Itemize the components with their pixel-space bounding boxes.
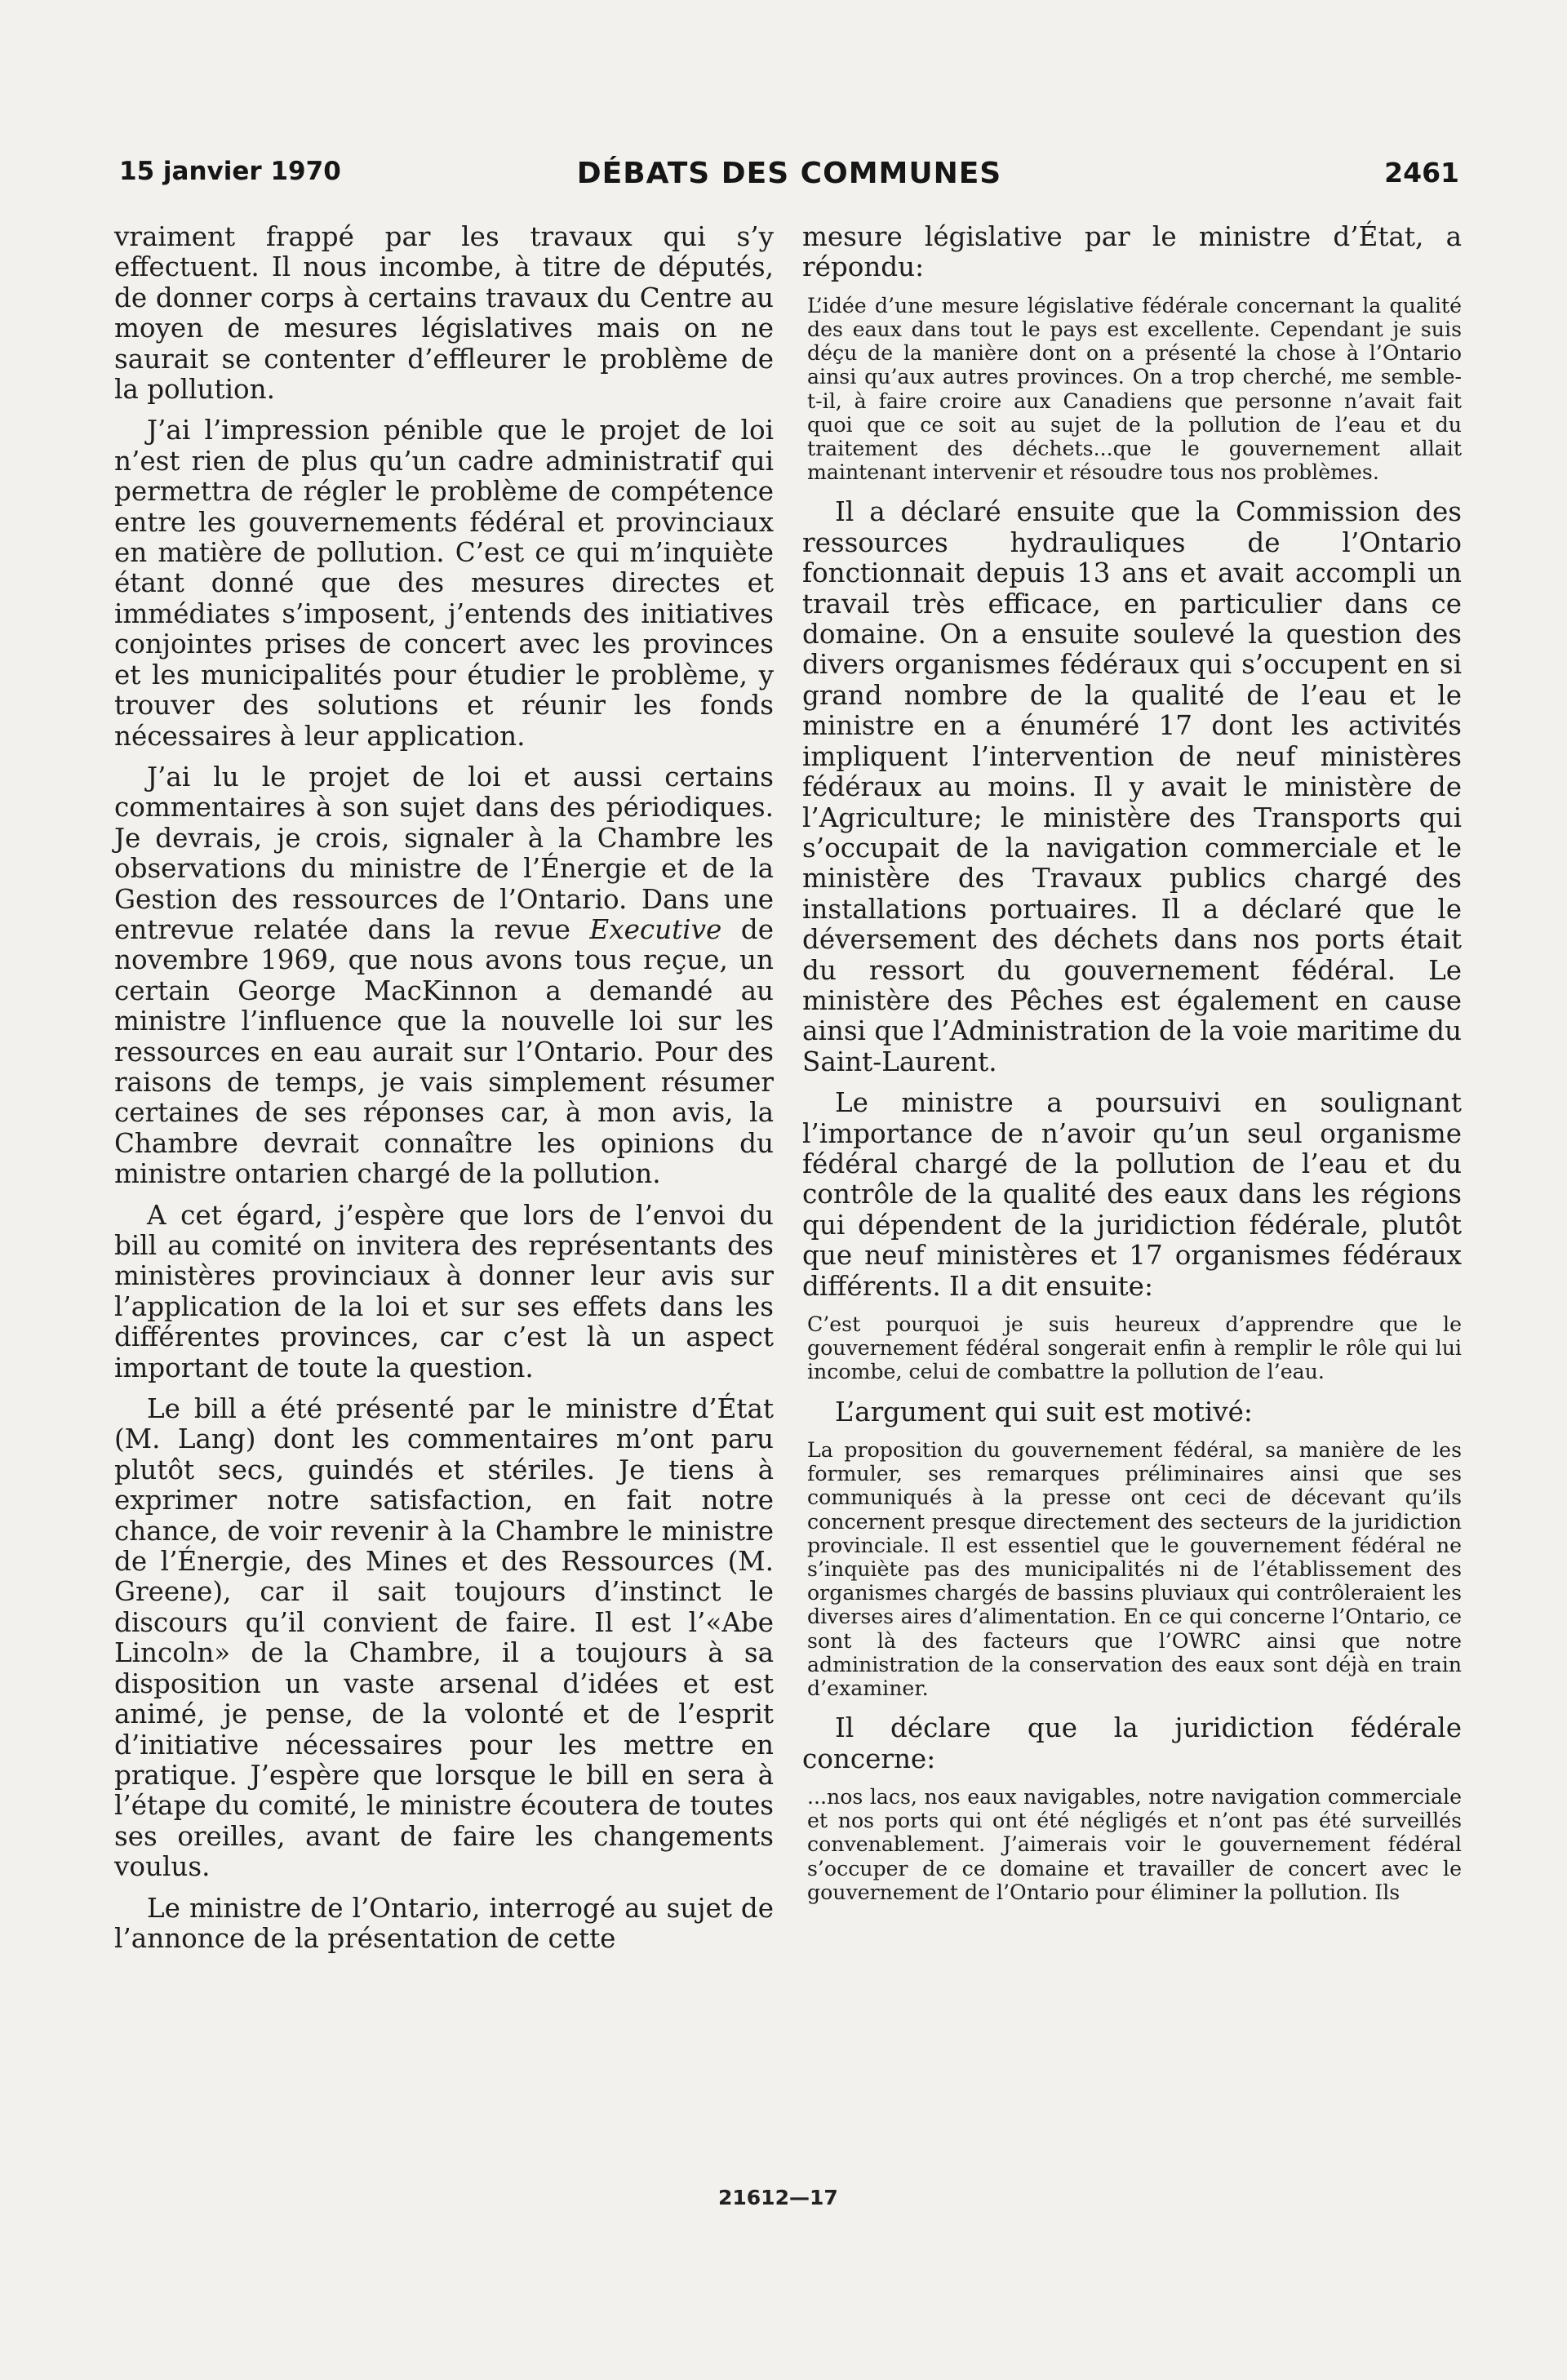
header-date: 15 janvier 1970 xyxy=(119,157,341,186)
paragraph: A cet égard, j’espère que lors de l’envoi du bill au comité on invitera des représentants des ministères provinciaux à donner leur avis sur l’application de la loi et sur ses effets dans les différentes provinces, car c’est là un aspect important de toute la question. xyxy=(114,1199,774,1383)
paragraph: Le ministre a poursuivi en soulignant l’importance de n’avoir qu’un seul organisme fédéral chargé de la pollution de l’eau et du contrôle de la qualité des eaux dans les régions qui dépendent de la juridiction fédérale, plutôt que neuf ministères et 17 organismes fédéraux différents. Il a dit ensuite: xyxy=(802,1087,1462,1302)
quotation: C’est pourquoi je suis heureux d’apprendre que le gouvernement fédéral songerait enfin à remplir le rôle qui lui incombe, celui de combattre la pollution de l’eau. xyxy=(807,1312,1462,1384)
header-title: DÉBATS DES COMMUNES xyxy=(576,157,1002,190)
paragraph: Il déclare que la juridiction fédérale concerne: xyxy=(802,1712,1462,1774)
paragraph-text: J’ai lu le projet de loi et aussi certains commentaires à son sujet dans des périodiques. Je devrais, je crois, signaler à la Chambre les observations du ministre de l’Énergie et de la Gestion des ressources de l’Ontario. Dans une entrevue relatée dans la revue xyxy=(114,761,774,945)
paragraph: mesure législative par le ministre d’État, a répondu: xyxy=(802,221,1462,283)
paragraph: Le bill a été présenté par le ministre d’État (M. Lang) dont les commentaires m’ont paru plutôt secs, guindés et stériles. Je tiens à exprimer notre satisfaction, en fait notre chance, de voir revenir à la Chambre le ministre de l’Énergie, des Mines et des Ressources (M. Greene), car il sait toujours d’instinct le discours qu’il convient de faire. Il est l’«Abe Lincoln» de la Chambre, il a toujours à sa disposition un vaste arsenal d’idées et est animé, je pense, de la volonté et de l’esprit d’initiative nécessaires pour les mettre en pratique. J’espère que lorsque le bill en sera à l’étape du comité, le ministre écoutera de toutes ses oreilles, avant de faire les changements voulus. xyxy=(114,1393,774,1883)
paragraph xyxy=(114,762,774,1190)
paragraph: Il a déclaré ensuite que la Commission des ressources hydrauliques de l’Ontario fonctionnait depuis 13 ans et avait accompli un travail très efficace, en particulier dans ce domaine. On a ensuite soulevé la question des divers organismes fédéraux qui s’occupent en si grand nombre de la qualité de l’eau et le ministre en a énuméré 17 dont les activités impliquent l’intervention de neuf ministères fédéraux au moins. Il y avait le ministère de l’Agriculture; le ministère des Transports qui s’occupait de la navigation commerciale et le ministère des Travaux publics chargé des installations portuaires. Il a déclaré que le déversement des déchets dans nos ports était du ressort du gouvernement fédéral. Le ministère des Pêches est également en cause ainsi que l’Administration de la voie maritime du Saint-Laurent. xyxy=(802,496,1462,1077)
paragraph-text: de novembre 1969, que nous avons tous reçue, un certain George MacKinnon a demandé au ministre l’influence que la nouvelle loi sur les ressources en eau aurait sur l’Ontario. Pour des raisons de temps, je vais simplement résumer certaines de ses réponses car, à mon avis, la Chambre devrait connaître les opinions du ministre ontarien chargé de la pollution. xyxy=(114,913,774,1190)
quotation: ...nos lacs, nos eaux navigables, notre navigation commerciale et nos ports qui ont été négligés et n’ont pas été surveillés convenablement. J’aimerais voir le gouvernement fédéral s’occuper de ce domaine et travailler de concert avec le gouvernement de l’Ontario pour éliminer la pollution. Ils xyxy=(807,1785,1462,1904)
left-column xyxy=(114,222,774,1965)
paragraph: L’argument qui suit est motivé: xyxy=(835,1396,1253,1428)
header-page-number: 2461 xyxy=(1384,157,1459,189)
paragraph: Le ministre de l’Ontario, interrogé au sujet de l’annonce de la présentation de cette xyxy=(114,1892,774,1954)
quotation: L’idée d’une mesure législative fédérale concernant la qualité des eaux dans tout le pays est excellente. Cependant je suis déçu de la manière dont on a présenté la chose à l’Ontario ainsi qu’aux autres provinces. On a trop cherché, me semble-t-il, à faire croire aux Canadiens que personne n’avait fait quoi que ce soit au sujet de la pollution de l’eau et du traitement des déchets...que le gouvernement allait maintenant intervenir et résoudre tous nos problèmes. xyxy=(807,293,1462,485)
paragraph: vraiment frappé par les travaux qui s’y effectuent. Il nous incombe, à titre de députés, de donner corps à certains travaux du Centre au moyen de mesures législatives mais on ne saurait se contenter d’effleurer le problème de la pollution. xyxy=(114,221,774,406)
right-column xyxy=(802,222,1462,1917)
signature-mark: 21612—17 xyxy=(718,2186,838,2209)
quotation: La proposition du gouvernement fédéral, sa manière de les formuler, ses remarques préliminaires ainsi que ses communiqués à la presse ont ceci de décevant qu’ils concernent presque directement des secteurs de la juridiction provinciale. Il est essentiel que le gouvernement fédéral ne s’inquiète pas des municipalités ni de l’établissement des organismes chargés de bassins pluviaux qui contrôleraient les diverses aires d’alimentation. En ce qui concerne l’Ontario, ce sont là des facteurs que l’OWRC ainsi que notre administration de la conservation des eaux sont déjà en train d’examiner. xyxy=(807,1438,1462,1701)
paragraph: J’ai l’impression pénible que le projet de loi n’est rien de plus qu’un cadre administratif qui permettra de régler le problème de compétence entre les gouvernements fédéral et provinciaux en matière de pollution. C’est ce qui m’inquiète étant donné que des mesures directes et immédiates s’imposent, j’entends des initiatives conjointes prises de concert avec les provinces et les municipalités pour étudier le problème, y trouver des solutions et réunir les fonds nécessaires à leur application. xyxy=(114,415,774,752)
magazine-title: Executive xyxy=(589,913,722,945)
page-header xyxy=(119,157,1459,202)
